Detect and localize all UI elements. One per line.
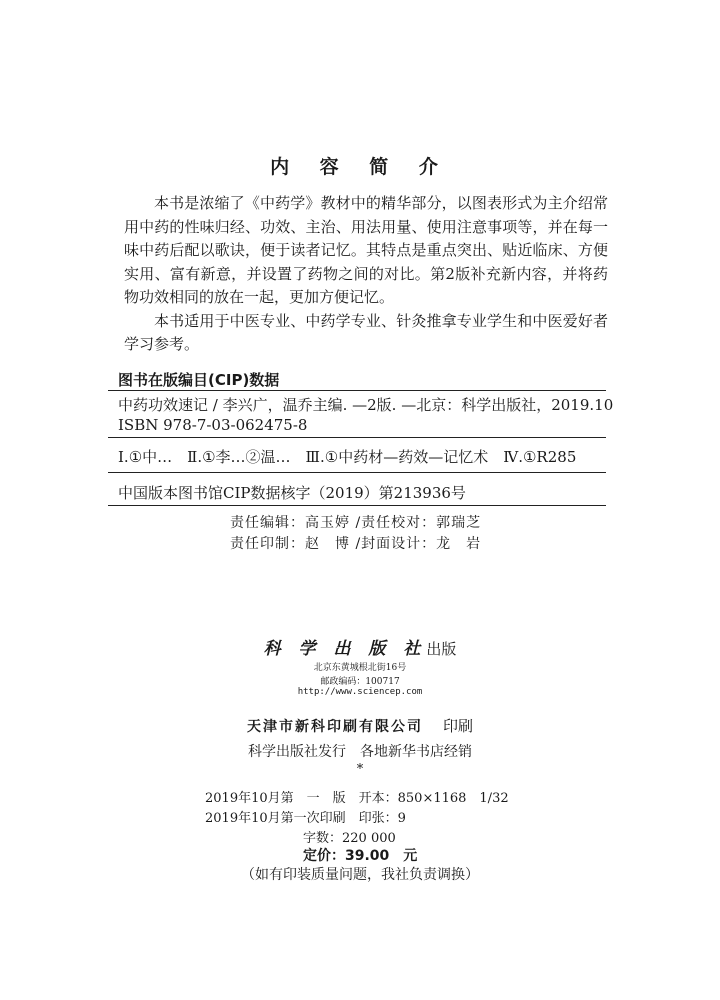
imprint-edition: 2019年10月第 一 版 开本：850×1168 1/32 — [205, 791, 509, 806]
cip-title-line: 中药功效速记 / 李兴广，温乔主编. —2版. —北京：科学出版社，2019.10 — [118, 396, 614, 414]
cip-divider — [108, 472, 606, 473]
summary-title: 内 容 简 介 — [270, 156, 450, 178]
cip-bottom-rule — [108, 505, 606, 506]
cip-top-rule — [108, 390, 606, 391]
printer-name: 天津市新科印刷有限公司 — [246, 719, 423, 735]
publisher-url: http://www.sciencep.com — [297, 687, 423, 697]
imprint-printing: 2019年10月第一次印刷 印张：9 — [205, 811, 406, 826]
publisher-block — [0, 634, 720, 659]
summary-paragraph: 本书是浓缩了《中药学》教材中的精华部分，以图表形式为主介绍常用中药的性味归经、功效、主治、用法用量、使用注意事项等，并在每一味中药后配以歌诀，便于读者记忆。其特点是重点突出、贴近临床、方便实用、富有新意，并设置了药物之间的对比。第2版补充新内容，并将药物功效相同的放在一起，更加方便记忆。 — [124, 194, 608, 306]
printer-suffix: 印刷 — [442, 717, 473, 735]
credits-editors: 责任编辑：高玉婷 /责任校对：郭瑞芝 — [230, 515, 482, 531]
cip-record-number: 中国版本图书馆CIP数据核字（2019）第213936号 — [118, 484, 466, 502]
printer-block — [0, 715, 720, 736]
price: 定价：39.00 元 — [303, 848, 418, 864]
summary-body — [124, 192, 608, 357]
quality-notice: （如有印装质量问题，我社负责调换） — [241, 867, 479, 883]
cip-heading: 图书在版编目(CIP)数据 — [118, 371, 280, 389]
credits-production: 责任印制：赵 博 /封面设计：龙 岩 — [230, 536, 482, 552]
cip-classification: Ⅰ.①中… Ⅱ.①李…②温… Ⅲ.①中药材—药效—记忆术 Ⅳ.①R285 — [118, 448, 577, 466]
publisher-name: 科 学 出 版 社 — [263, 639, 427, 659]
publisher-suffix: 出版 — [426, 640, 457, 658]
imprint-word-count: 字数：220 000 — [303, 831, 396, 846]
publisher-postcode: 邮政编码：100717 — [320, 677, 400, 687]
publisher-address: 北京东黄城根北街16号 — [313, 663, 407, 673]
distribution: 科学出版社发行 各地新华书店经销 — [248, 744, 472, 760]
separator: * — [356, 762, 364, 777]
summary-paragraph: 本书适用于中医专业、中药学专业、针灸推拿专业学生和中医爱好者学习参考。 — [124, 311, 608, 353]
cip-isbn: ISBN 978-7-03-062475-8 — [118, 416, 308, 434]
cip-divider — [108, 437, 606, 438]
